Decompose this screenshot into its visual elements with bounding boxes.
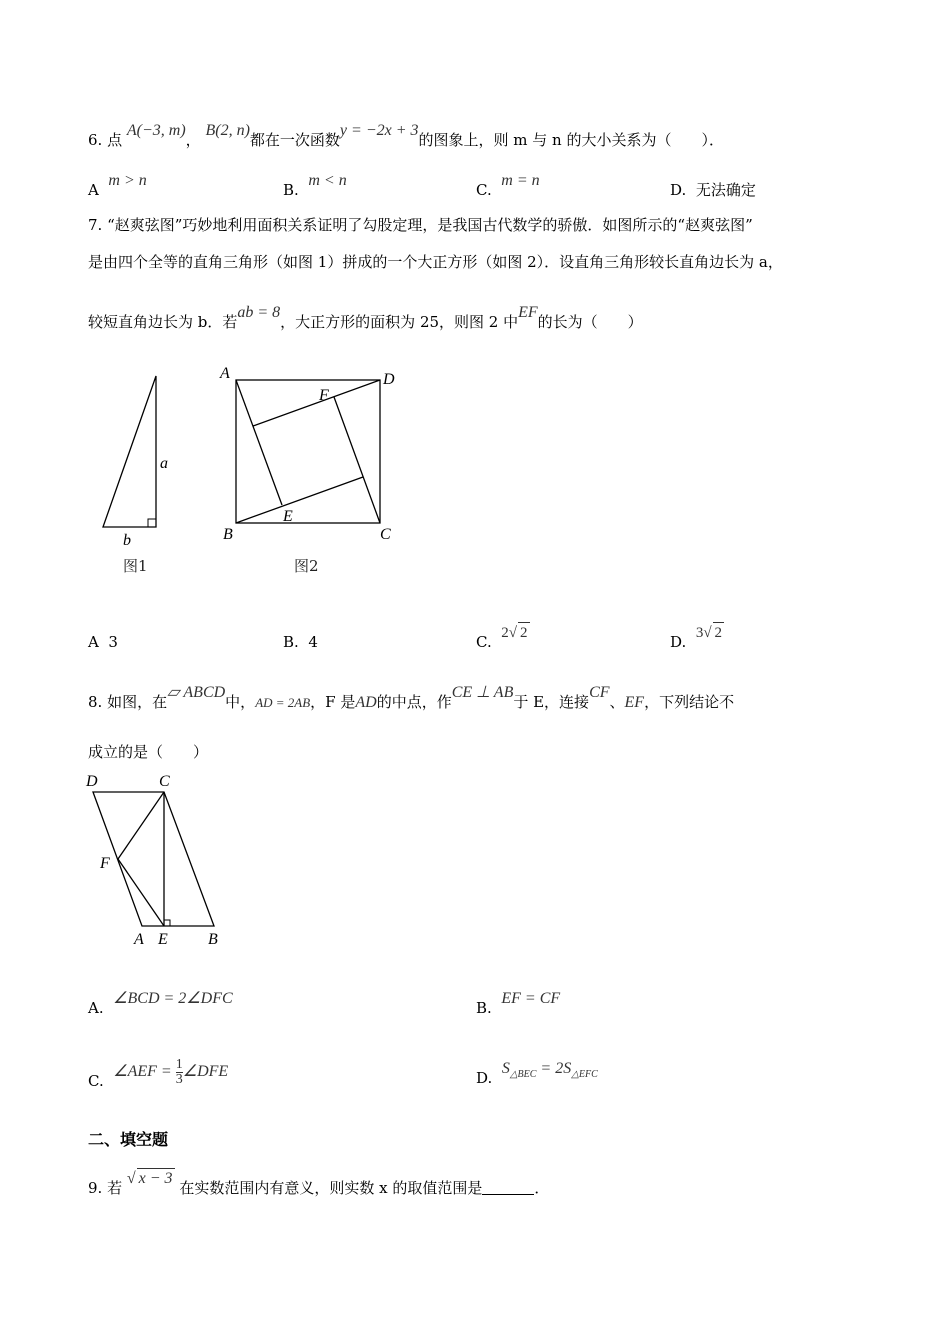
- q6-option-c[interactable]: C. m = n: [476, 172, 540, 199]
- fig2-label-c: C: [380, 526, 391, 543]
- q7-option-b[interactable]: B. 4: [283, 633, 318, 651]
- q8-label-b: B: [208, 931, 218, 948]
- q8-option-a[interactable]: A. ∠BCD = 2∠DFC: [88, 990, 233, 1017]
- fig2-label-f: F: [319, 387, 329, 404]
- q6-number: 6.: [88, 131, 103, 149]
- figure-1-right-triangle: [103, 376, 156, 527]
- q6-option-a[interactable]: A m > n: [88, 172, 147, 199]
- fig1-caption: 图1: [123, 557, 148, 575]
- q8-label-e: E: [158, 931, 168, 948]
- q9-stem: 9. 若 √ x − 3 在实数范围内有意义，则实数 x 的取值范围是 ．: [88, 1170, 550, 1197]
- section-title-fill-in: 二、填空题: [88, 1130, 169, 1149]
- q8-label-a: A: [134, 931, 144, 948]
- q8-label-f: F: [100, 855, 110, 872]
- q8-label-c: C: [159, 773, 170, 790]
- q7-figures: [90, 360, 430, 585]
- q6-point-a: A(−3, m): [126, 122, 186, 139]
- q7-line1: 7. “赵爽弦图”巧妙地利用面积关系证明了勾股定理，是我国古代数学的骄傲．如图所示的“赵爽弦图”: [88, 216, 753, 234]
- q8-option-d[interactable]: D. $S_{\triangle BEC} = 2S_{\triangle EFC}$: [476, 1060, 598, 1087]
- fig1-label-b: b: [123, 532, 131, 549]
- q6-function: y = −2x + 3: [339, 122, 419, 139]
- q8-line2: 成立的是（ ）: [88, 743, 209, 761]
- q6-option-d[interactable]: D. 无法确定: [670, 181, 756, 199]
- q7-option-a[interactable]: A 3: [88, 633, 118, 651]
- fig2-caption: 图2: [294, 557, 319, 575]
- q8-figure-parallelogram: [80, 768, 240, 953]
- q6-point-b: B(2, n): [205, 122, 250, 139]
- q6-stem: 6. 点 A(−3, m)， B(2, n)都在一次函数y = −2x + 3的图象上，则 m 与 n 的大小关系为（ ）．: [88, 122, 724, 149]
- q8-option-b[interactable]: B. EF = CF: [476, 990, 561, 1017]
- fig2-label-b: B: [223, 526, 233, 543]
- figure-2-zhao-shuang-diagram: [236, 380, 380, 523]
- q9-answer-blank[interactable]: [482, 1180, 534, 1195]
- q8-label-d: D: [86, 773, 98, 790]
- q7-option-d[interactable]: D. 3√ 2: [670, 632, 724, 653]
- fig2-label-a: A: [220, 365, 230, 382]
- fig2-label-d: D: [383, 371, 395, 388]
- q7-condition: ab = 8: [237, 304, 281, 321]
- q7-option-c[interactable]: C. 2√ 2: [476, 632, 530, 653]
- q7-line2: 是由四个全等的直角三角形（如图 1）拼成的一个大正方形（如图 2）．设直角三角形较长直角边长为 a，: [88, 253, 783, 271]
- q8-parallelogram: ▱ ABCD: [167, 684, 226, 701]
- fig1-label-a: a: [160, 455, 168, 472]
- q6-option-b[interactable]: B. m < n: [283, 172, 347, 199]
- q8-option-c[interactable]: C. ∠AEF = $\frac{1}{3}$ ∠DFE: [88, 1057, 229, 1091]
- q8-stem: 8. 如图，在▱ ABCD中，AD = 2AB，F 是AD的中点，作CE ⊥ AB于 E，连接CF、EF，下列结论不: [88, 684, 735, 711]
- fig2-label-e: E: [283, 508, 293, 525]
- q7-line3: 较短直角边长为 b．若ab = 8，大正方形的面积为 25，则图 2 中EF的长为（ ）: [88, 304, 643, 331]
